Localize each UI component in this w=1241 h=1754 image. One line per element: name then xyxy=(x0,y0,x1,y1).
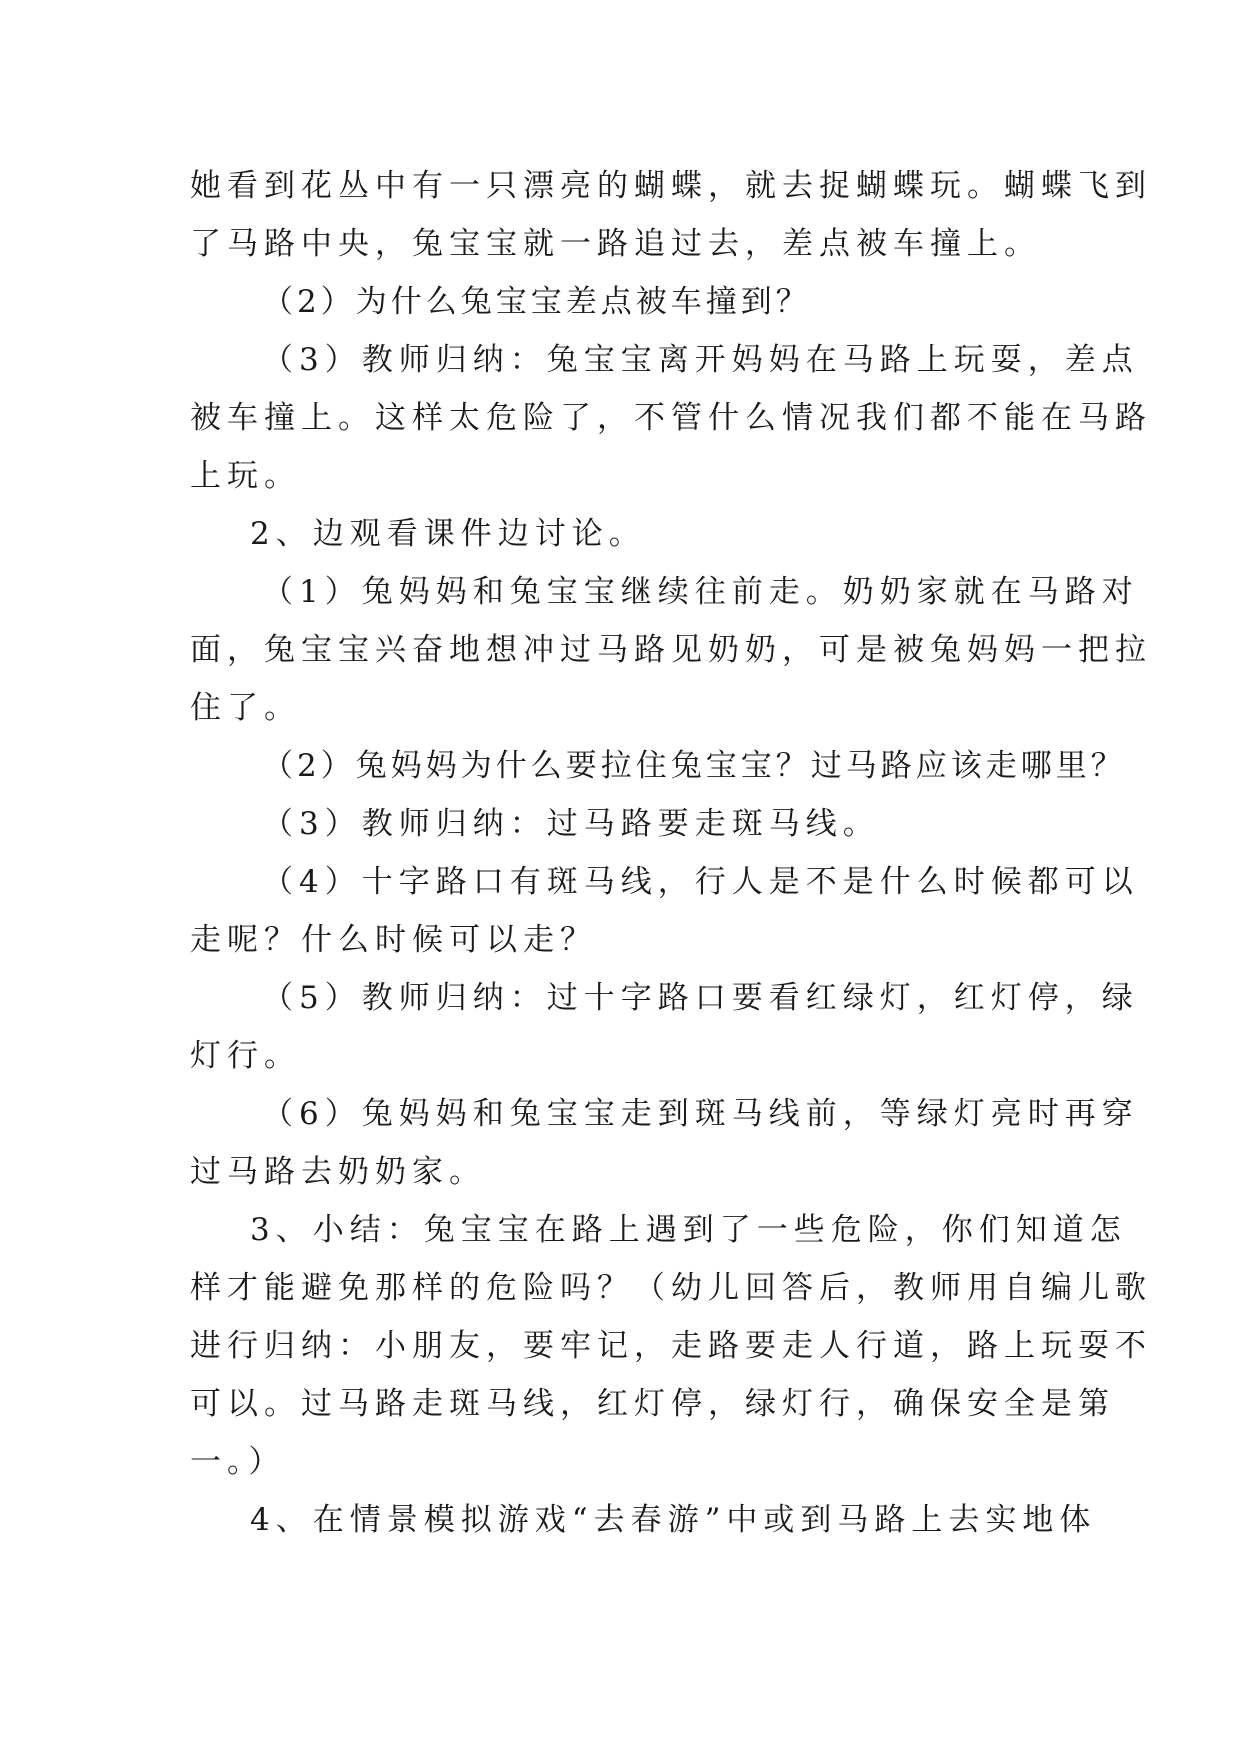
text-line: 走呢？什么时候可以走？ xyxy=(190,922,597,958)
text-line: （3）教师归纳：过马路要走斑马线。 xyxy=(262,806,880,842)
section-heading: 4、在情景模拟游戏“去春游”中或到马路上去实地体 xyxy=(250,1502,1097,1538)
text-line: 了马路中央，兔宝宝就一路追过去，差点被车撞上。 xyxy=(190,226,1041,262)
text-line: 她看到花丛中有一只漂亮的蝴蝶，就去捉蝴蝶玩。蝴蝶飞到 xyxy=(190,168,1152,204)
section-heading: 3、小结：兔宝宝在路上遇到了一些危险，你们知道怎 xyxy=(250,1212,1127,1248)
text-line: （2）兔妈妈为什么要拉住兔宝宝？过马路应该走哪里？ xyxy=(262,748,1126,784)
text-line: 可以。过马路走斑马线，红灯停，绿灯行，确保安全是第 xyxy=(190,1386,1115,1422)
text-line: 样才能避免那样的危险吗？（幼儿回答后，教师用自编儿歌 xyxy=(190,1270,1152,1306)
text-line: 一。） xyxy=(190,1444,286,1480)
text-line: 被车撞上。这样太危险了，不管什么情况我们都不能在马路 xyxy=(190,400,1152,436)
text-line: （4）十字路口有斑马线，行人是不是什么时候都可以 xyxy=(262,864,1139,900)
text-line: 上玩。 xyxy=(190,458,301,494)
text-line: 面，兔宝宝兴奋地想冲过马路见奶奶，可是被兔妈妈一把拉 xyxy=(190,632,1152,668)
section-heading: 2、边观看课件边讨论。 xyxy=(250,516,646,552)
text-line: 住了。 xyxy=(190,690,301,726)
text-line: （6）兔妈妈和兔宝宝走到斑马线前，等绿灯亮时再穿 xyxy=(262,1096,1139,1132)
text-line: （3）教师归纳：兔宝宝离开妈妈在马路上玩耍，差点 xyxy=(262,342,1139,378)
text-line: 进行归纳：小朋友，要牢记，走路要走人行道，路上玩耍不 xyxy=(190,1328,1152,1364)
text-line: 过马路去奶奶家。 xyxy=(190,1154,486,1190)
text-line: （1）兔妈妈和兔宝宝继续往前走。奶奶家就在马路对 xyxy=(262,574,1139,610)
text-line: 灯行。 xyxy=(190,1038,301,1074)
text-line: （2）为什么兔宝宝差点被车撞到？ xyxy=(262,284,811,320)
text-line: （5）教师归纳：过十字路口要看红绿灯，红灯停，绿 xyxy=(262,980,1139,1016)
